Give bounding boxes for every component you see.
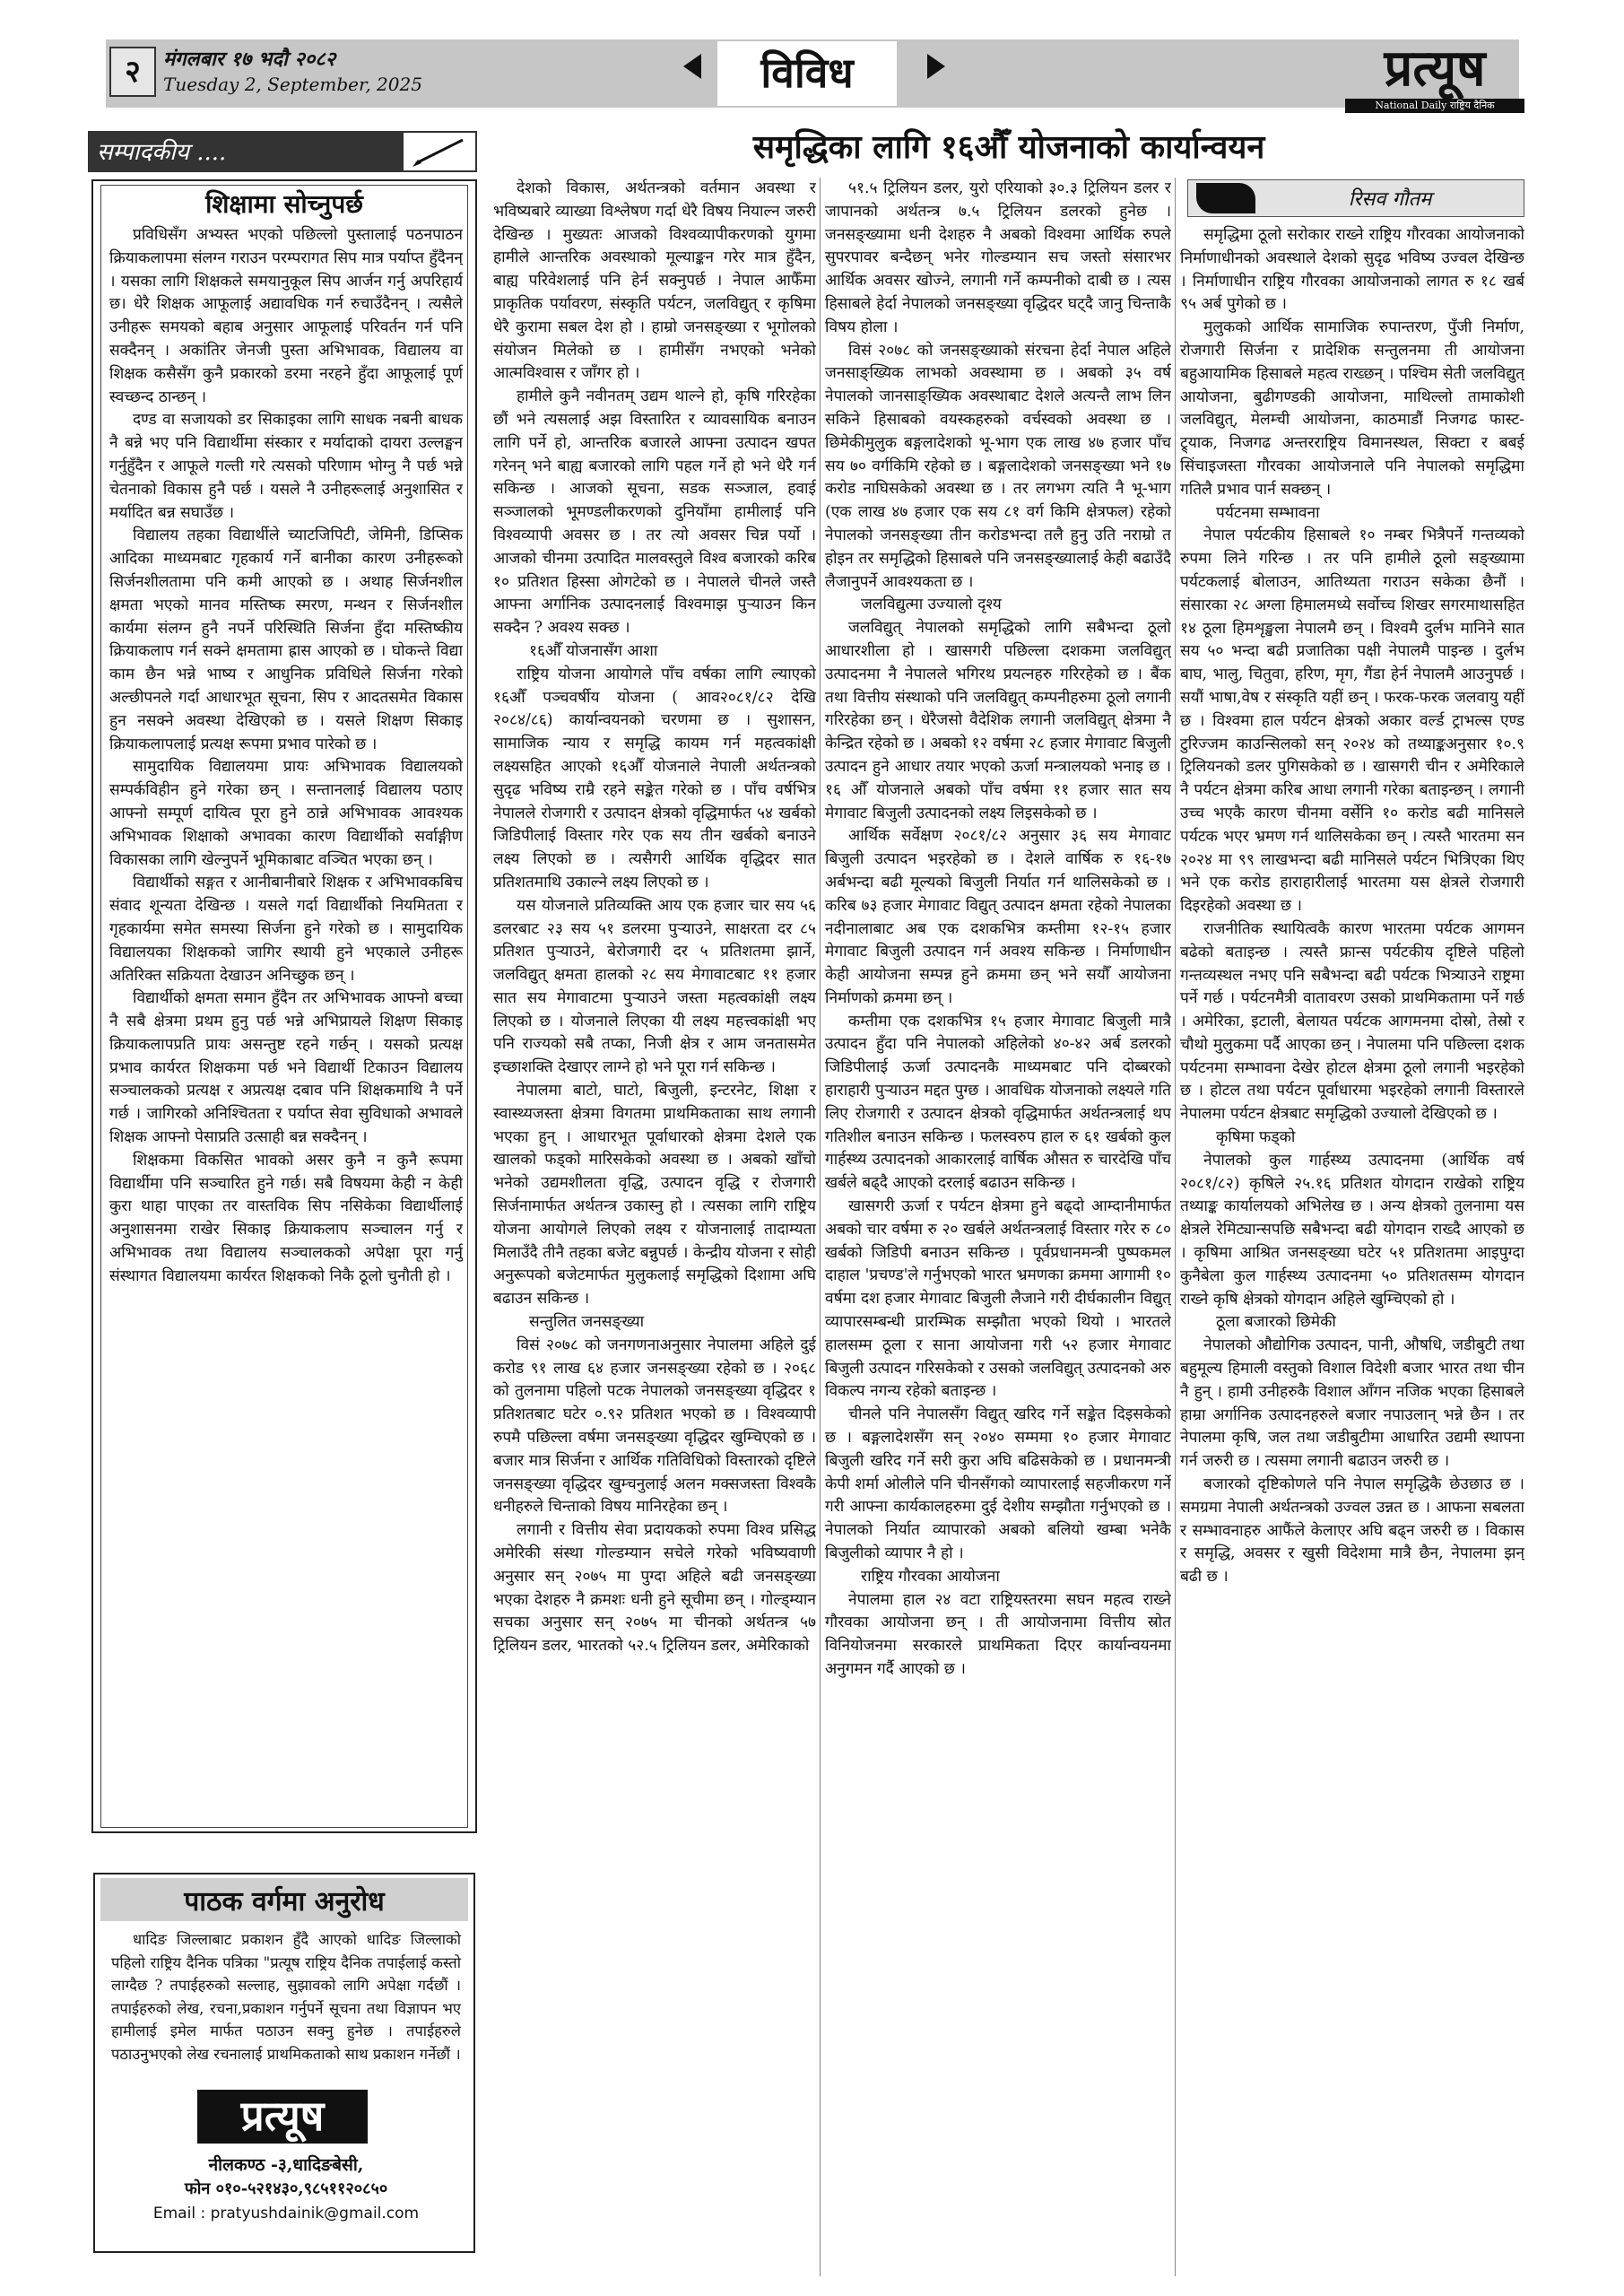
article-column-2 [825, 178, 1171, 2276]
author-name: रिसव गौतम [1348, 188, 1432, 211]
article-paragraph: आर्थिक सर्वेक्षण २०८१/८२ अनुसार ३६ सय मेगावाट बिजुली उत्पादन भइरहेको छ । देशले वार्षिक रु १६-१७ अर्बभन्दा बढी मूल्यको बिजुली निर्यात गर्न थालिसकेको छ । करिब ७३ हजार मेगावाट विद्युत् उत्पादन क्षमता रहेको नेपालका नदीनालाबाट अब एक दशकभित्र कम्तीमा १२-१५ हजार मेगावाट बिजुली उत्पादन गर्न अवश्य सकिन्छ । निर्माणाधीन केही आयोजना सम्पन्न हुने क्रममा छन् भने सयौँ आयोजना निर्माणको क्रममा छन् । [825, 827, 1171, 1007]
article-subheading: कृषिमा फड्को [1216, 1128, 1296, 1147]
editorial-body [109, 224, 463, 1821]
editorial-paragraph: शिक्षकमा विकसित भावको असर कुनै न कुनै रूपमा विद्यार्थीमा पनि सञ्चारित हुने गर्छ। सबै विषयमा केही न केही कुरा थाहा पाएका तर वास्तविक सिप नसिकेका विद्यार्थीलाई अनुशासनमा राखेर सिकाइ क्रियाकलाप सञ्चालन गर्नु र अभिभावक तथा विद्यालय सञ्चालकको अपेक्षा पूरा गर्नु संस्थागत विद्यालयमा कार्यरत शिक्षकको निकै ठूलो चुनौती हो । [109, 1151, 463, 1285]
editorial-paragraph: दण्ड वा सजायको डर सिकाइका लागि साधक नबनी बाधक नै बन्ने भए पनि विद्यार्थीमा संस्कार र मर्यादाको दायरा उल्लङ्घन गर्नुहुँदैन र आफूले गल्ती गरे त्यसको परिणाम भोग्नु नै पर्छ भन्ने चेतनाको विकास हुनै पर्छ । यसले नै उनीहरूलाई अनुशासित र मर्यादित बन्न सघाउँछ । [109, 411, 463, 522]
article-paragraph: मुलुकको आर्थिक सामाजिक रुपान्तरण, पुँजी निर्माण, रोजगारी सिर्जना र प्रादेशिक सन्तुलनमा ती आयोजना बहुआयामिक हिसाबले महत्व राख्छन् । पश्चिम सेती जलविद्युत् आयोजना, बुढीगण्डकी आयोजना, माथिल्लो तामाकोशी जलविद्युत्, मेलम्ची आयोजना, काठमाडौं निजगढ फास्ट-ट्र्याक, निजगढ अन्तरराष्ट्रिय विमानस्थल, सिक्टा र बबई सिंचाइजस्ता गौरवका आयोजनाले पनि नेपालको समृद्धिमा गतिलै प्रभाव पार्न सक्छन् । [1180, 318, 1524, 499]
article-subheading: पर्यटनमा सम्भावना [1216, 503, 1320, 522]
article-paragraph: राष्ट्रिय योजना आयोगले पाँच वर्षका लागि ल्याएको १६औँ पञ्चवर्षीय योजना ( आव२०८१/८२ देखि २०८४/८६) कार्यान्वयनको चरणमा छ । सुशासन, सामाजिक न्याय र समृद्धि कायम गर्न महत्वकांक्षी लक्ष्यसहित आएको १६औँ योजनाले नेपाली अर्थतन्त्रको सुदृढ भविष्य राम्रै रहने सङ्केत गरेको छ । पाँच वर्षभित्र नेपालले रोजगारी र उत्पादन क्षेत्रको वृद्धिमार्फत ५४ खर्बको जिडिपीलाई विस्तार गरेर एक सय तीन खर्बको बनाउने लक्ष्य लिएको छ । त्यसैगरी आर्थिक वृद्धिदर सात प्रतिशतमाथि उकाल्ने लक्ष्य लिएको छ । [493, 665, 816, 891]
article-headline: समृद्धिका लागि १६औँ योजनाको कार्यान्वयन [752, 128, 1265, 166]
article-paragraph: यस योजनाले प्रतिव्यक्ति आय एक हजार चार सय ५६ डलरबाट २३ सय ५१ डलरमा पुऱ्याउने, साक्षरता दर ८५ प्रतिशत पुऱ्याउने, बेरोजगारी दर ५ प्रतिशतमा झार्ने, जलविद्युत् क्षमता हालको २८ सय मेगावाटबाट ११ हजार सात सय मेगावाटमा पुऱ्याउने जस्ता महत्वकांक्षी लक्ष्य लिएको छ । योजनाले लिएका यी लक्ष्य महत्त्वकांक्षी भए पनि राज्यको सबै तप्का, निजी क्षेत्र र आम जनतासमेत इच्छाशक्ति देखाएर लाग्ने हो भने पूरा गर्न सकिन्छ । [493, 896, 816, 1077]
article-subheading: १६औँ योजनासँग आशा [529, 641, 658, 660]
article-subheading: सन्तुलित जनसङ्ख्या [529, 1313, 645, 1332]
editorial-paragraph: विद्यार्थीको क्षमता समान हुँदैन तर अभिभावक आफ्नो बच्चा नै सबै क्षेत्रमा प्रथम हुनु पर्छ भन्ने अभिप्रायले शिक्षण सिकाइ क्रियाकलापप्रति प्रायः असन्तुष्ट रहने गर्छन् । यसको प्रत्यक्ष प्रभाव कार्यरत शिक्षकमा पर्छ भने विद्यार्थी टिकाउन विद्यालय सञ्चालकको प्रत्यक्ष र अप्रत्यक्ष दबाव पनि शिक्षकमाथि नै पर्ने गर्छ । जागिरको अनिश्चितता र पर्याप्त सेवा सुविधाको अभावले शिक्षक आफ्नो पेसाप्रति उत्साही बन्न सक्दैनन् । [109, 989, 463, 1147]
article-paragraph: राजनीतिक स्थायित्वकै कारण भारतमा पर्यटक आगमन बढेको बताइन्छ । त्यस्तै फ्रान्स पर्यटकीय दृष्टिले पहिलो गन्तव्यस्थल नभए पनि सबैभन्दा बढी पर्यटक भित्र्याउने राष्ट्रमा पर्ने गर्छ । पर्यटनमैत्री वातावरण उसको प्राथमिकतामा पर्ने गर्छ । अमेरिका, इटाली, बेलायत पर्यटक आगमनमा दोस्रो, तेस्रो र चौथो मुलुकमा पर्दै आएका छन् । नेपालमा पनि पछिल्ला दशक पर्यटनमा सम्भावना देखेर होटल क्षेत्रमा ठूलो लगानी भइरहेको छ । होटल तथा पर्यटन पूर्वाधारमा भइरहेको लगानी विस्तारले नेपालमा पर्यटन क्षेत्रबाट समृद्धिको उज्यालो देखिएको छ । [1180, 919, 1524, 1124]
article-paragraph: जलविद्युत् नेपालको समृद्धिको लागि सबैभन्दा ठूलो आधारशीला हो । खासगरी पछिल्ला दशकमा जलविद्युत् उत्पादनमा नै नेपालले भगिरथ प्रयत्नहरु गरिरहेको छ । बैंक तथा वित्तीय संस्थाको पनि जलविद्युत् कम्पनीहरुमा ठूलो लगानी गरिरहेका छन् । धेरैजसो वैदेशिक लगानी जलविद्युत् क्षेत्रमा नै केन्द्रित रहेको छ । अबको १२ वर्षमा २८ हजार मेगावाट बिजुली उत्पादन हुने आधार तयार भएको ऊर्जा मन्त्रालयको भनाइ छ । १६ औँ योजनाले अबको पाँच वर्षमा ११ हजार सात सय मेगावाट बिजुली उत्पादनको लक्ष्य लिइसकेको छ । [825, 619, 1171, 822]
publisher-email[interactable]: Email : pratyushdainik@gmail.com [152, 2205, 420, 2222]
article-paragraph: ५१.५ ट्रिलियन डलर, युरो एरियाको ३०.३ ट्रिलियन डलर र जापानको अर्थतन्त्र ७.५ ट्रिलियन डलरको हुनेछ । जनसङ्ख्यामा धनी देशहरु नै अबको विश्वमा आर्थिक रुपले सुपरपावर बन्दैछन् भनेर गोल्डम्यान सच जस्तो संसारभर आर्थिक अवसर खोज्ने, लगानी गर्ने कम्पनीको दाबी छ । त्यस हिसाबले हेर्दा नेपालको जनसङ्ख्या वृद्धिदर घट्दै जानु चिन्ताकै विषय होला । [825, 179, 1171, 336]
article-paragraph: नेपालमा हाल २४ वटा राष्ट्रियस्तरमा सघन महत्व राख्ने गौरवका आयोजना छन् । ती आयोजनामा वित्तीय स्रोत विनियोजनमा सरकारले प्राथमिकता दिएर कार्यान्वयनमा अनुगमन गर्दै आएको छ । [825, 1590, 1171, 1678]
column-divider [820, 178, 821, 2276]
masthead-logo: प्रत्यूष [1384, 39, 1486, 98]
article-paragraph: नेपालको औद्योगिक उत्पादन, पानी, औषधि, जडीबुटी तथा बहुमूल्य हिमाली वस्तुको विशाल विदेशी बजार भारत तथा चीन नै हुन् । हामी उनीहरुकै विशाल आँगन नजिक भएका हिसाबले हाम्रा अर्गानिक उत्पादनहरुले बजार नपाउलान् भन्ने छैन । तर नेपालमा कृषि, जल तथा जडीबुटीमा आधारित उद्यमी स्थापना गर्न जरुरी छ । त्यसमा लगानी बढाउन जरुरी छ । [1180, 1336, 1524, 1471]
reader-notice-logo: प्रत्यूष [197, 2090, 368, 2144]
article-paragraph: विसं २०७८ को जनगणनाअनुसार नेपालमा अहिले दुई करोड ९१ लाख ६४ हजार जनसङ्ख्या रहेको छ । २०६८ को तुलनामा पहिलो पटक नेपालको जनसङ्ख्या वृद्धिदर १ प्रतिशतबाट घटेर ०.९२ प्रतिशत भएको छ । विश्वव्यापी रुपमै पछिल्ला वर्षमा जनसङ्ख्या वृद्धिदर खुम्चिएको छ । बजार मात्र सिर्जना र आर्थिक गतिविधिको विस्तारको दृष्टिले जनसङ्ख्या वृद्धिदर खुम्चनुलाई अलन मक्सजस्ता विश्वकै धनीहरुले चिन्ताको विषय मानिरहेका छन् । [493, 1335, 816, 1517]
article-paragraph: नेपालको कुल गार्हस्थ्य उत्पादनमा (आर्थिक वर्ष २०८१/८२) कृषिले २५.१६ प्रतिशत योगदान राखेको राष्ट्रिय तथ्याङ्क कार्यालयको अभिलेख छ । अन्य क्षेत्रको तुलनामा यस क्षेत्रले रेमिट्यान्सपछि सबैभन्दा बढी योगदान राख्दै आएको छ । कृषिमा आश्रित जनसङ्ख्या घटेर ५१ प्रतिशतमा आइपुग्दा कुनैबेला कुल गार्हस्थ्य उत्पादनमा ५० प्रतिशतसम्म योगदान राख्ने कृषि क्षेत्रको योगदान अहिले खुम्चिएको हो । [1180, 1151, 1524, 1309]
editorial-paragraph: सामुदायिक विद्यालयमा प्रायः अभिभावक विद्यालयको सम्पर्कविहीन हुने गरेका छन् । सन्तानलाई विद्यालय पठाए आफ्नो सम्पूर्ण दायित्व पूरा हुने ठान्ने अभिभावक आवश्यक अभिभावक शिक्षाको अभावका कारण विद्यार्थीको सर्वाङ्गीण विकासका लागि खेल्नुपर्ने भूमिकाबाट वञ्चित भएका छन् । [109, 758, 463, 869]
article-paragraph: विसं २०७८ को जनसङ्ख्याको संरचना हेर्दा नेपाल अहिले जनसाङ्ख्यिक लाभको अवस्थामा छ । अबको ३५ वर्ष नेपालको जानसाङ्ख्यिक अवस्थाबाट देशले अत्यन्तै लाभ लिन सकिने हिसाबको वयस्कहरुको वर्चस्वको अवस्था छ । छिमेकीमुलुक बङ्गलादेशको भू-भाग एक लाख ४७ हजार पाँच सय ७० वर्गकिमि रहेको छ । बङ्गलादेशको जनसङ्ख्या भने १७ करोड नाघिसकेको अवस्था छ । तर लगभग त्यति नै भू-भाग (एक लाख ४७ हजार एक सय ८१ वर्ग किमि क्षेत्रफल) रहेको नेपालको जनसङ्ख्या तीन करोडभन्दा तलै हुनु उति नराम्रो त होइन तर समृद्धिको हिसाबले पनि जनसङ्ख्यालाई केही बढाउँदै लैजानुपर्ने आवश्यकता छ । [825, 341, 1171, 591]
editorial-paragraph: विद्यालय तहका विद्यार्थीले च्याटजिपिटी, जेमिनी, डिप्सिक आदिका माध्यमबाट गृहकार्य गर्ने बानीका कारण उनीहरूको सिर्जनशीलतामा पनि कमी आएको छ । अथाह सिर्जनशील क्षमता भएको मानव मस्तिष्क स्मरण, मन्थन र सिर्जनशील कार्यमा संलग्न हुनै नपर्ने परिस्थिति सिर्जना हुँदा मस्तिष्कीय क्रियाकलाप गर्न सक्ने क्षमतामा ह्रास आएको छ । घोकन्ते विद्या काम छैन भन्ने भाष्य र आधुनिक प्रविधिले सिर्जना गरेको अल्छीपनले गर्दा आधारभूत सूचना, सिप र आदतसमेत विकास हुन नसक्ने अवस्था देखिएको छ । यसले शिक्षण सिकाइ क्रियाकलापलाई प्रत्यक्ष रूपमा प्रभाव पारेको छ । [109, 526, 463, 753]
reader-notice-body [111, 1928, 461, 2066]
page-number: २ [109, 47, 156, 97]
article-column-3 [1180, 224, 1524, 2278]
publisher-address: नीलकण्ठ -३,धादिङबेसी, [208, 2155, 364, 2175]
reader-notice-text: धादिङ जिल्लाबाट प्रकाशन हुँदै आएको धादिङ जिल्लाको पहिलो राष्ट्रिय दैनिक पत्रिका "प्रत्यूष राष्ट्रिय दैनिक तपाईलाई कस्तो लाग्दैछ ? तपाईहरुको सल्लाह, सुझावको लागि अपेक्षा गर्दछौं । तपाईहरुको लेख, रचना,प्रकाशन गर्नुपर्ने सूचना तथा विज्ञापन भए हामीलाई इमेल मार्फत पठाउन सक्नु हुनेछ । तपाईहरुले पठाउनुभएको लेख रचनालाई प्राथमिकताको साथ प्रकाशन गर्नेछौं । [111, 1931, 461, 2063]
article-paragraph: नेपालमा बाटो, घाटो, बिजुली, इन्टरनेट, शिक्षा र स्वास्थ्यजस्ता क्षेत्रमा विगतमा प्राथमिकताका साथ लगानी भएका हुन् । आधारभूत पूर्वाधारको क्षेत्रमा देशले एक खालको फड्को मारिसकेको अवस्था छ । अबको खाँचो भनेको उद्यमशीलता वृद्धि, उत्पादन वृद्धि र रोजगारी सिर्जनामार्फत अर्थतन्त्र उकास्नु हो । त्यसका लागि राष्ट्रिय योजना आयोगले लिएको लक्ष्य र योजनालाई तादाम्यता मिलाउँदै तीनै तहका बजेट बन्नुपर्छ । केन्द्रीय योजना र सोही अनुरूपको बजेटमार्फत मुलुकलाई समृद्धिको दिशामा अघि बढाउन सकिन्छ । [493, 1082, 816, 1309]
arrow-right-icon [927, 54, 945, 79]
arrow-left-icon [683, 54, 701, 79]
article-subheading: ठूला बजारको छिमेकी [1216, 1313, 1336, 1332]
editorial-paragraph: विद्यार्थीको सङ्गत र आनीबानीबारे शिक्षक र अभिभावकबिच संवाद शून्यता देखिन्छ । यसले गर्दा विद्यार्थीको नियमितता र गृहकार्यमा समेत समस्या सिर्जना हुने गरेको छ । सामुदायिक विद्यालयका शिक्षकको जागिर स्थायी हुने भएकाले उनीहरू अतिरिक्त सक्रियता देखाउन अनिच्छुक छन् । [109, 874, 463, 985]
author-badge-icon [1196, 183, 1255, 213]
article-paragraph: कम्तीमा एक दशकभित्र १५ हजार मेगावाट बिजुली मात्रै उत्पादन हुँदा पनि नेपालको अहिलेको ४०-४२ अर्ब डलरको जिडिपीलाई ऊर्जा उत्पादनकै माध्यमबाट पनि दोब्बरको हाराहारी पुऱ्याउन मद्दत पुग्छ । आवधिक योजनाको लक्ष्यले गति लिए रोजगारी र उत्पादन क्षेत्रको वृद्धिमार्फत अर्थतन्त्रलाई थप गतिशील बनाउन सकिन्छ । फलस्वरुप हाल रु ६१ खर्बको कुल गार्हस्थ्य उत्पादनको आकारलाई वार्षिक औसत रु चारदेखि पाँच खर्बले बढ्दै आएको दरलाई बढाउन सकिन्छ । [825, 1012, 1171, 1193]
article-paragraph: नेपाल पर्यटकीय हिसाबले १० नम्बर भित्रैपर्ने गन्तव्यको रुपमा लिने गरिन्छ । तर पनि हामीले ठूलो सङ्ख्यामा पर्यटकलाई बोलाउन, आतिथ्यता गराउन सकेका छैनौं । संसारका २८ अग्ला हिमालमध्ये सर्वोच्च शिखर सगरमाथासहित १४ ठूला हिमशृङ्खला नेपालमै छन् । विश्वमै दुर्लभ मानिने सात सय ५० भन्दा बढी प्रजातिका पक्षी नेपालमै पाइन्छ । दुर्लभ बाघ, भालु, चितुवा, हरिण, मृग, गैंडा हेर्न नेपालमै आउनुपर्छ । सयौं भाषा,वेष र संस्कृति यहीं छन् । फरक-फरक जलवायु यहीं छ । विश्वमा हाल पर्यटन क्षेत्रको अकार वर्ल्ड ट्राभल्स एण्ड टुरिज्जम काउन्सिलको सन् २०२४ को तथ्याङ्कअनुसार १०.९ ट्रिलियनको डलर पुगिसकेको छ । खासगरी चीन र अमेरिकाले नै पर्यटन क्षेत्रमा करिब आधा लगानी गरेका बताइन्छन् । लगानी उच्च भएकै कारण चीनमा वर्सेनि १० करोड बढी मानिसले पर्यटक भएर भ्रमण गर्न थालिसकेका छन् । त्यस्तै भारतमा सन २०२४ मा ९९ लाखभन्दा बढी मानिसले पर्यटन भित्रिएका थिए भने एक करोड हाराहारीलाई भारतमा यस क्षेत्रले रोजगारी दिइरहेको अवस्था छ । [1180, 526, 1524, 916]
article-paragraph: लगानी र वित्तीय सेवा प्रदायकको रुपमा विश्व प्रसिद्ध अमेरिकी संस्था गोल्डम्यान सचेले गरेको भविष्यवाणी अनुसार सन् २०७५ मा पुग्दा अहिले बढी जनसङ्ख्या भएका देशहरु नै क्रमशः धनी हुने सूचीमा छन् । गोल्ड्म्यान सचका अनुसार सन् २०७५ मा चीनको अर्थतन्त्र ५७ ट्रिलियन डलर, भारतको ५२.५ ट्रिलियन डलर, अमेरिकाको [493, 1521, 816, 1656]
section-title: विविध [717, 41, 897, 106]
article-paragraph: बजारको दृष्टिकोणले पनि नेपाल समृद्धिकै छेउछाउ छ । समग्रमा नेपाली अर्थतन्त्रको उज्वल उन्नत छ । आफना सबलता र सम्भावनाहरु आफैंले केलाएर अघि बढ्न जरुरी छ । विकास र समृद्धि, अवसर र खुसी विदेशमा मात्रै छैन, नेपालमा झन् बढी छ । [1180, 1475, 1524, 1587]
article-paragraph: खासगरी ऊर्जा र पर्यटन क्षेत्रमा हुने बढ्दो आम्दानीमार्फत अबको चार वर्षमा रु २० खर्बले अर्थतन्त्रलाई विस्तार गरेर रु ८० खर्बको जिडिपी बनाउन सकिन्छ । पूर्वप्रधानमन्त्री पुष्पकमल दाहाल 'प्रचण्ड'ले गर्नुभएको भारत भ्रमणका क्रममा आगामी १० वर्षमा दश हजार मेगावाट बिजुली लैजाने गरी दीर्घकालीन विद्युत् व्यापारसम्बन्धी प्रारम्भिक सम्झौता भएको थियो । भारतले हालसम्म ठूला र साना आयोजना गरी ५२ हजार मेगावाट बिजुली उत्पादन गरिसकेको र उसको जलविद्युत् उत्पादनको अरु विकल्प नगन्य रहेको बताइन्छ । [825, 1197, 1171, 1401]
reader-notice-title: पाठक वर्गमा अनुरोध [184, 1886, 385, 1918]
article-column-1 [493, 178, 816, 2276]
editorial-title: शिक्षामा सोच्नुपर्छ [205, 189, 363, 219]
publisher-phone: फोन ०१०-५२१४३०,९८५११२०८५० [184, 2179, 388, 2198]
date-nepali: मंगलबार १७ भदौ २०८२ [163, 48, 336, 71]
date-english: Tuesday 2, September, 2025 [163, 74, 422, 95]
article-paragraph: चीनले पनि नेपालसँग विद्युत् खरिद गर्ने सङ्केत दिइसकेको छ । बङ्गलादेशसँग सन् २०४० सम्ममा १० हजार मेगावाट बिजुली खरिद गर्ने सरी कुरा अघि बढिसकेको छ । प्रधानमन्त्री केपी शर्मा ओलीले पनि चीनसँगको व्यापारलाई सहजीकरण गर्ने गरी आफ्ना कार्यकालहरुमा दुई देशीय सम्झौता गर्नुभएको छ । नेपालको निर्यात व्यापारको अबको बलियो खम्बा भनेकै बिजुलीको व्यापार नै हो । [825, 1405, 1171, 1563]
masthead-subtitle: National Daily राष्ट्रिय दैनिक [1345, 99, 1524, 113]
article-paragraph: समृद्धिमा ठूलो सरोकार राख्ने राष्ट्रिय गौरवका आयोजनाको निर्माणाधीनको अवस्थाले देशको सुदृढ भविष्य उज्वल देखिन्छ । निर्माणाधीन राष्ट्रिय गौरवका आयोजनाको लागत रु १८ खर्ब ९५ अर्ब पुगेको छ । [1180, 226, 1524, 314]
column-divider [1175, 178, 1176, 2276]
editorial-paragraph: प्रविधिसँग अभ्यस्त भएको पछिल्लो पुस्तालाई पठनपाठन क्रियाकलापमा संलग्न गराउन परम्परागत सिप मात्र पर्याप्त हुँदैनन् । यसका लागि शिक्षकले समयानुकूल सिप आर्जन गर्नु अपरिहार्य छ। धेरै शिक्षक आफूलाई अद्यावधिक गर्न रुचाउँदैनन् । त्यसैले उनीहरू समयको बहाब अनुसार आफूलाई परिवर्तन गर्न पनि सक्दैनन् । अकांतिर जेनजी पुस्ता अभिभावक, विद्यालय वा शिक्षक कसैसँग कुनै प्रकारको डरमा नरहने हुँदा आफूलाई पूर्ण स्वच्छन्द ठान्छन् । [109, 226, 463, 406]
pen-icon [402, 131, 477, 172]
article-paragraph: हामीले कुनै नवीनतम् उद्यम थाल्ने हो, कृषि गरिरहेका छौं भने त्यसलाई अझ विस्तारित र व्यावसायिक बनाउन लागि पर्ने हो, आन्तरिक बजारले आफ्ना उत्पादन खपत गरेनन् भने बाह्य बजारको लागि पहल गर्ने हो भने धेरै गर्न सकिन्छ । आजको सूचना, सडक सञ्जाल, हवाई सञ्जालको भूमण्डलीकरणको दुनियाँमा हामीलाई पनि विश्वव्यापी अवसर छ । तर त्यो अवसर चिन्न पर्यो । आजको चीनमा उत्पादित मालवस्तुले विश्व बजारको करिब १० प्रतिशत हिस्सा ओगटेको छ । नेपालले चीनले जस्तै आफ्ना अर्गानिक उत्पादनलाई विश्वमाझ पुऱ्याउन किन सक्दैन ? अवश्य सक्छ । [493, 387, 816, 638]
article-paragraph: देशको विकास, अर्थतन्त्रको वर्तमान अवस्था र भविष्यबारे व्याख्या विश्लेषण गर्दा धेरै विषय नियाल्न जरुरी देखिन्छ । मुख्यतः आजको विश्वव्यापीकरणको युगमा हामीले आन्तरिक अवस्थाको मूल्याङ्कन गरेर मात्र हुँदैन, बाह्य परिवेशलाई पनि हेर्न सक्नुपर्छ । नेपाल आफैँमा प्राकृतिक पर्यावरण, संस्कृति पर्यटन, जलविद्युत् र कृषिमा धेरै कुरामा सबल देश हो । हाम्रो जनसङ्ख्या र भूगोलको संयोजन मिलेको छ । हामीसँग नभएको भनेको आत्मविश्वास र जाँगर हो । [493, 179, 816, 383]
article-subheading: जलविद्युत्मा उज्यालो दृश्य [861, 596, 1002, 614]
editorial-label: सम्पादकीय .... [97, 139, 227, 166]
article-subheading: राष्ट्रिय गौरवका आयोजना [861, 1567, 1000, 1586]
